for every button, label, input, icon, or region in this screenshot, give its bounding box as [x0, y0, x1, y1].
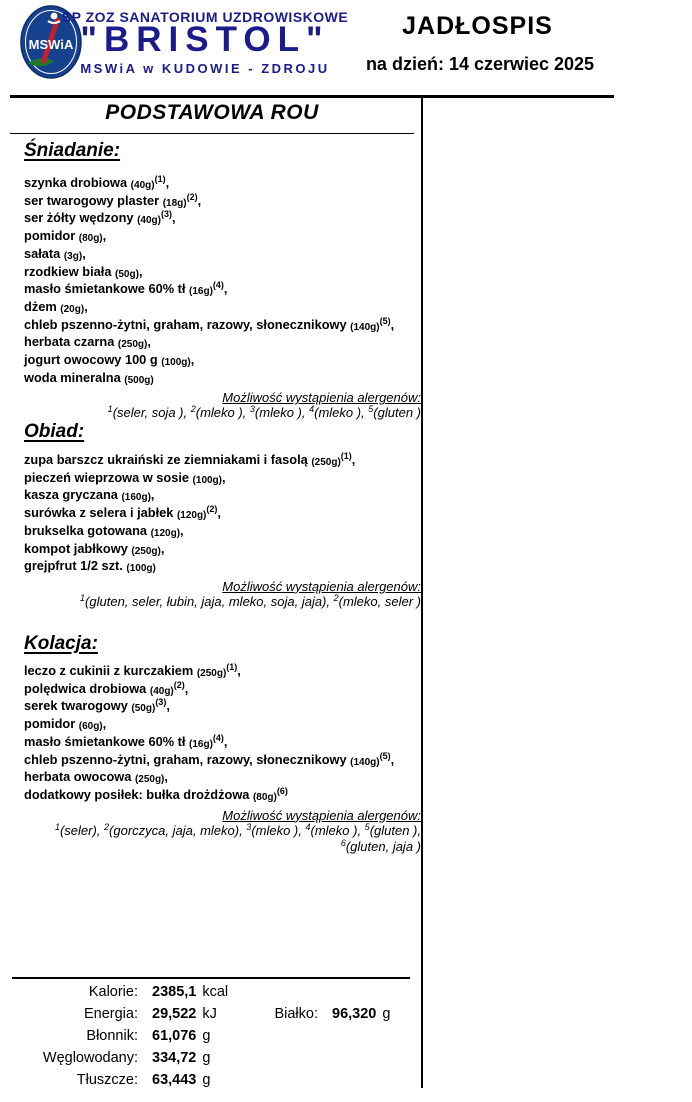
menu-item-portion: (500g): [124, 374, 154, 386]
menu-item: [24, 558, 421, 576]
menu-item-portion: (16g): [189, 286, 213, 298]
section-heading: Śniadanie:: [24, 140, 121, 161]
menu-item-portion: (250g): [134, 774, 165, 786]
menu-item-portion: (40g): [130, 180, 155, 191]
allergen-footnote-ref: 1: [54, 821, 60, 832]
menu-item: [24, 370, 421, 388]
menu-item-name: herbata czarna: [24, 334, 118, 350]
menu-item-name: chleb pszenno-żytni, graham, razowy, słonecznikowy: [24, 316, 351, 332]
menu-item-comma: ,: [222, 469, 226, 485]
nutrition-protein-value: 96,320: [332, 1006, 377, 1022]
allergen-footnote-ref: 2: [333, 592, 339, 603]
menu-item-footnote-ref: (5): [379, 315, 391, 326]
menu-item-portion: (120g): [176, 510, 207, 522]
menu-item: [24, 716, 421, 734]
menu-item-comma: ,: [390, 751, 395, 767]
menu-item-portion: (250g): [117, 339, 148, 351]
nutrition-label: Błonnik:: [86, 1028, 138, 1044]
nutrition-label: Węglowodany:: [42, 1050, 138, 1066]
menu-item-footnote-ref: (4): [212, 732, 224, 743]
allergen-footnote-ref: 1: [107, 404, 113, 415]
menu-item-portion: (100g): [126, 563, 156, 575]
menu-item-portion: (40g): [137, 215, 161, 227]
menu-item-comma: ,: [164, 769, 168, 785]
document-date: na dzień: 14 czerwiec 2025: [365, 54, 595, 74]
menu-item: [24, 452, 421, 470]
menu-item-name: zupa barszcz ukraiński ze ziemniakami i fasolą: [24, 452, 312, 467]
nutrition-unit: g: [202, 1028, 211, 1044]
diet-title: PODSTAWOWA ROU: [105, 101, 319, 124]
allergen-list-line: $^1$(gluten, seler, łubin, jaja, mleko, soja, jaja), $^2$(mleko, seler ): [80, 592, 421, 609]
menu-item-name: dżem: [24, 298, 61, 314]
menu-item-comma: ,: [180, 522, 184, 538]
menu-item-portion: (18g): [162, 197, 187, 209]
nutrition-row: [10, 984, 414, 1006]
menu-item: [24, 264, 421, 282]
menu-item: [24, 487, 421, 505]
menu-item-portion: (140g): [350, 321, 380, 333]
menu-item-comma: ,: [190, 352, 195, 368]
allergen-heading: Możliwość wystąpienia alergenów:: [222, 390, 421, 406]
menu-item: [24, 698, 421, 716]
menu-item: [24, 281, 421, 299]
menu-item-footnote-ref: (2): [186, 191, 198, 202]
menu-item-name: leczo z cukinii z kurczakiem: [24, 663, 197, 678]
nutrition-value: 29,522: [152, 1006, 197, 1022]
menu-item-portion: (100g): [192, 474, 222, 486]
nutrition-unit: g: [202, 1072, 211, 1088]
menu-item-portion: (250g): [196, 668, 227, 679]
menu-item-name: kompot jabłkowy: [24, 540, 132, 556]
menu-item-comma: ,: [390, 316, 395, 332]
menu-item-comma: ,: [102, 716, 107, 732]
menu-item-portion: (250g): [131, 545, 161, 557]
menu-item: [24, 334, 421, 352]
menu-item-name: dodatkowy posiłek: bułka drożdżowa: [24, 786, 253, 802]
menu-item-name: polędwica drobiowa: [24, 680, 150, 696]
allergen-footnote-ref: 1: [80, 592, 86, 603]
header-rule: [10, 95, 614, 98]
menu-item-name: woda mineralna: [24, 369, 125, 385]
menu-item-comma: ,: [223, 281, 228, 297]
menu-item-name: surówka z selera i jabłek: [24, 505, 177, 521]
menu-item-comma: ,: [223, 733, 228, 749]
allergen-list-line: $^6$(gluten, jaja ): [340, 837, 421, 854]
nutrition-protein-label: Białko:: [274, 1006, 318, 1022]
menu-item-name: pomidor: [24, 228, 79, 244]
menu-item: [24, 787, 421, 805]
menu-item: [24, 663, 421, 681]
menu-item: [24, 210, 421, 228]
menu-item-footnote-ref: (3): [155, 697, 167, 708]
nutrition-protein-unit: g: [382, 1006, 391, 1022]
menu-item: [24, 317, 421, 335]
menu-item: [24, 175, 421, 193]
menu-item-name: szynka drobiowa: [24, 175, 131, 190]
menu-item-portion: (80g): [78, 233, 103, 245]
menu-item-portion: (120g): [150, 527, 181, 539]
svg-text:MSWiA: MSWiA: [28, 37, 74, 52]
menu-item-comma: ,: [166, 698, 170, 714]
meal-section-obiad: [24, 421, 421, 610]
menu-item-portion: (40g): [149, 685, 174, 697]
nutrition-row: [10, 1072, 414, 1094]
section-heading: Obiad:: [24, 421, 85, 442]
nutrition-summary: [10, 984, 414, 1094]
allergen-footnote-ref: 4: [309, 404, 315, 415]
diet-title-rule: [10, 133, 414, 134]
menu-item-name: grejpfrut 1/2 szt.: [24, 558, 127, 574]
menu-item-name: jogurt owocowy 100 g: [24, 352, 162, 368]
menu-item-name: chleb pszenno-żytni, graham, razowy, słonecznikowy: [24, 751, 351, 767]
menu-item-name: herbata owocowa: [24, 769, 135, 785]
menu-item: [24, 769, 421, 787]
menu-item: [24, 246, 421, 264]
menu-item-comma: ,: [138, 263, 143, 279]
menu-item-portion: (20g): [60, 303, 85, 315]
menu-item-comma: ,: [84, 298, 88, 314]
nutrition-unit: kcal: [202, 984, 229, 1000]
allergen-footnote-ref: 4: [305, 821, 311, 832]
nutrition-value: 2385,1: [152, 984, 197, 1000]
section-heading: Kolacja:: [24, 633, 98, 654]
menu-item-footnote-ref: (4): [212, 280, 224, 291]
allergen-footnote-ref: 5: [368, 404, 374, 415]
allergen-footnote-ref: 2: [190, 404, 196, 415]
meal-section-sniadanie: [24, 140, 421, 421]
menu-item-name: masło śmietankowe 60% tł: [24, 733, 190, 749]
menu-item-comma: ,: [102, 228, 107, 244]
nutrition-value: 63,443: [152, 1072, 197, 1088]
meal-section-kolacja: [24, 633, 421, 855]
nutrition-value: 61,076: [152, 1028, 197, 1044]
menu-item-name: pieczeń wieprzowa w sosie: [24, 469, 193, 485]
nutrition-unit: g: [202, 1050, 211, 1066]
menu-item-name: rzodkiew biała: [24, 263, 116, 279]
menu-item-name: kasza gryczana: [24, 487, 122, 503]
menu-item-comma: ,: [351, 452, 356, 467]
menu-item: [24, 352, 421, 370]
menu-item-comma: ,: [237, 663, 241, 678]
menu-item: [24, 299, 421, 317]
nutrition-unit: kJ: [202, 1006, 217, 1022]
nutrition-row: [10, 1006, 414, 1028]
menu-item-comma: ,: [217, 505, 221, 521]
menu-item-footnote-ref: (5): [379, 750, 391, 761]
menu-item-name: serek twarogowy: [24, 698, 132, 714]
menu-item-portion: (160g): [121, 492, 151, 504]
menu-item-portion: (50g): [131, 703, 156, 715]
nutrition-row: [10, 1050, 414, 1072]
column-divider: [421, 97, 423, 1088]
allergen-list-line: $^1$(seler), $^2$(gorczyca, jaja, mleko), $^3$(mleko ), $^4$(mleko ), $^5$(gluten ),: [54, 821, 421, 838]
org-name-line2: MSWiA w KUDOWIE - ZDROJU: [80, 61, 330, 76]
menu-item-footnote-ref: (1): [154, 174, 166, 184]
document-title: JADŁOSPIS: [402, 12, 553, 40]
menu-item-name: sałata: [24, 245, 64, 261]
menu-item: [24, 681, 421, 699]
menu-item-comma: ,: [150, 487, 155, 503]
org-name-line1: SP ZOZ SANATORIUM UZDROWISKOWE: [61, 9, 349, 25]
menu-item-footnote-ref: (1): [340, 451, 352, 461]
menu-item-comma: ,: [165, 175, 170, 190]
allergen-footnote-ref: 3: [249, 404, 255, 415]
allergen-heading: Możliwość wystąpienia alergenów:: [222, 807, 421, 823]
menu-item: [24, 734, 421, 752]
menu-item-portion: (100g): [161, 357, 191, 369]
menu-item-portion: (3g): [63, 250, 83, 262]
allergen-list-line: $^1$(seler, soja ), $^2$(mleko ), $^3$(mleko ), $^4$(mleko ), $^5$(gluten ): [107, 404, 421, 421]
menu-item-name: brukselka gotowana: [24, 522, 151, 538]
menu-item: [24, 541, 421, 559]
menu-item-footnote-ref: (6): [276, 785, 288, 796]
menu-item-footnote-ref: (3): [160, 209, 172, 220]
menu-item: [24, 470, 421, 488]
menu-item: [24, 505, 421, 523]
allergen-footnote-ref: 2: [104, 821, 110, 832]
menu-item-portion: (250g): [311, 457, 341, 468]
menu-item-comma: ,: [184, 680, 189, 696]
nutrition-label: Kalorie:: [88, 984, 138, 1000]
nutrition-value: 334,72: [152, 1050, 197, 1066]
nutrition-label: Energia:: [83, 1006, 138, 1022]
menu-item-name: ser twarogowy plaster: [24, 192, 163, 208]
allergen-heading: Możliwość wystąpienia alergenów:: [222, 578, 421, 594]
menu-item-name: pomidor: [24, 716, 79, 732]
menu-item-portion: (50g): [115, 268, 139, 280]
menu-item-comma: ,: [160, 540, 165, 556]
menu-item-portion: (140g): [350, 756, 380, 768]
menu-item-footnote-ref: (1): [226, 662, 238, 672]
menu-item-comma: ,: [82, 245, 86, 261]
nutrition-label: Tłuszcze:: [76, 1072, 138, 1088]
nutrition-row: [10, 1028, 414, 1050]
allergen-footnote-ref: 6: [340, 837, 346, 848]
nutrition-rule: [12, 977, 410, 979]
nutrition-protein-group: [240, 1006, 390, 1022]
menu-item-portion: (80g): [252, 791, 277, 803]
org-name-bristol: "BRISTOL": [80, 20, 330, 59]
menu-item: [24, 228, 421, 246]
menu-item: [24, 752, 421, 770]
menu-item: [24, 193, 421, 211]
menu-item-comma: ,: [197, 192, 202, 208]
menu-item-footnote-ref: (2): [173, 679, 185, 690]
menu-item-comma: ,: [147, 334, 151, 350]
menu-item: [24, 523, 421, 541]
menu-item-portion: (60g): [78, 721, 103, 733]
menu-item-name: masło śmietankowe 60% tł: [24, 281, 190, 297]
allergen-footnote-ref: 3: [246, 821, 252, 832]
menu-item-portion: (16g): [189, 738, 213, 750]
allergen-footnote-ref: 5: [364, 821, 370, 832]
menu-item-comma: ,: [171, 210, 176, 226]
menu-item-name: ser żółty wędzony: [24, 210, 138, 226]
menu-item-footnote-ref: (2): [206, 504, 218, 515]
